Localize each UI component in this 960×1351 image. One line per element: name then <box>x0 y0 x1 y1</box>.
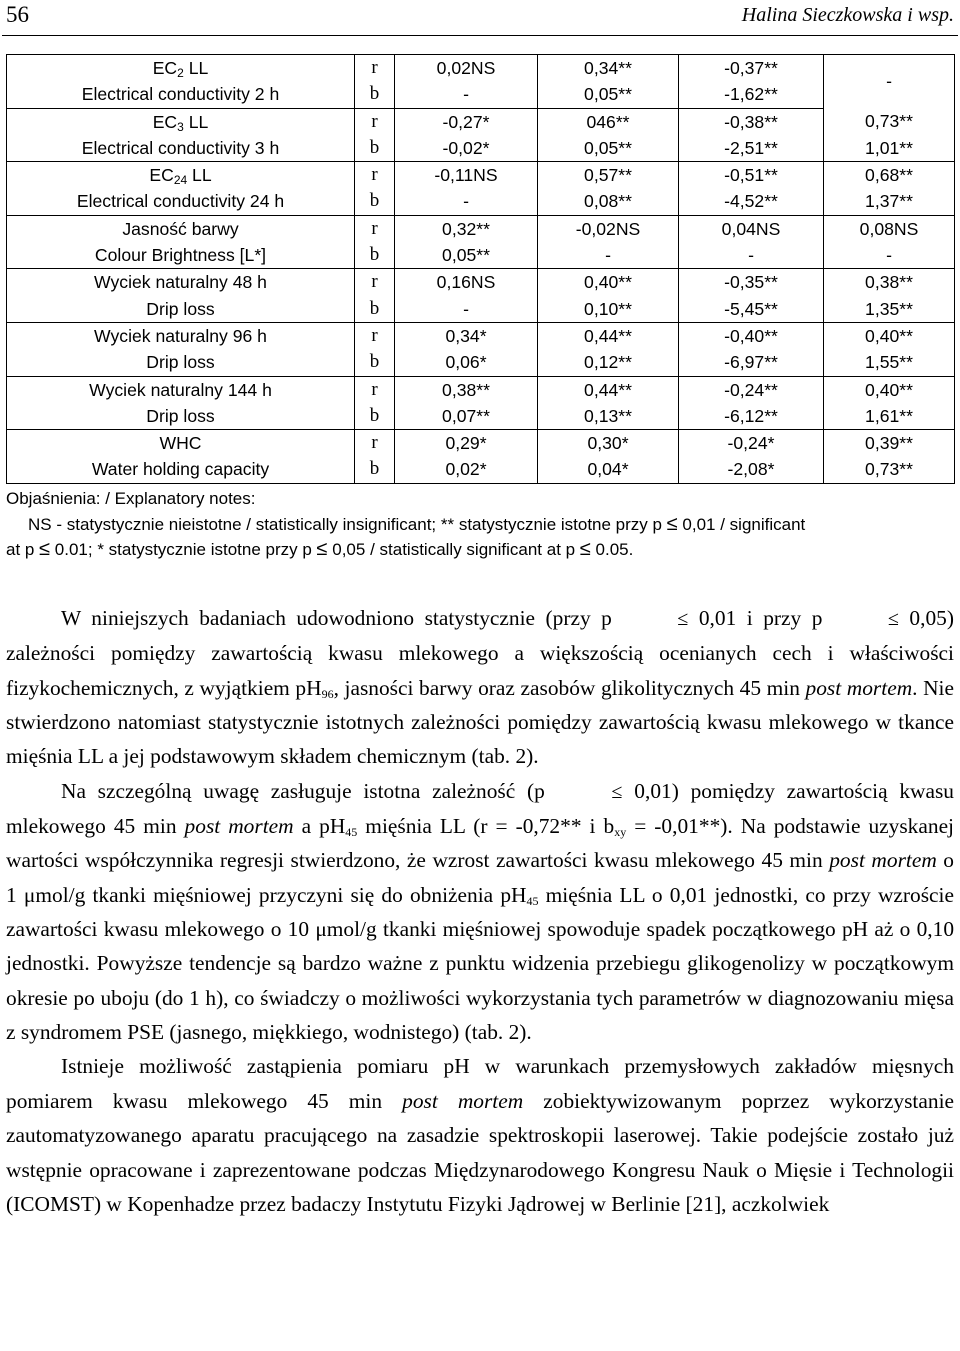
cell-value: -6,97** <box>679 349 824 376</box>
body-text <box>6 601 954 1221</box>
cell-value: 0,16NS <box>395 269 538 296</box>
cell-value: - <box>824 55 955 109</box>
cell-value: -0,24** <box>679 376 824 403</box>
cell-value: 1,37** <box>824 188 955 215</box>
cell-value: - <box>395 296 538 323</box>
stat-r: r <box>355 162 395 189</box>
cell-value: 0,30* <box>538 430 679 457</box>
row-label-en: Drip loss <box>7 296 355 323</box>
stat-b: b <box>355 296 395 323</box>
cell-value: -4,52** <box>679 188 824 215</box>
cell-value: 0,73** <box>824 108 955 135</box>
cell-value: 1,01** <box>824 135 955 162</box>
paragraph-1: W niniejszych badaniach udowodniono statystycznie (przy p ≤ 0,01 i przy p ≤ 0,05) zależności pomiędzy zawartością kwasu mlekowego a większością ocenianych cech i właściwości fizykochemicznych, z wyjątkiem $pH_{96}$, jasności barwy oraz zasobów glikolitycznych 45 min post mortem. Nie stwierdzono natomiast statystycznie istotnych zależności pomiędzy zawartością kwasu mlekowego w tkance mięśnia LL a jej podstawowym składem chemicznym (tab. 2). <box>6 601 954 774</box>
stat-r: r <box>355 215 395 242</box>
cell-value: 1,55** <box>824 349 955 376</box>
cell-value: 0,39** <box>824 430 955 457</box>
table-row-sub <box>7 242 955 269</box>
stat-r: r <box>355 322 395 349</box>
cell-value: 0,08** <box>538 188 679 215</box>
table-row <box>7 108 955 135</box>
stat-b: b <box>355 349 395 376</box>
cell-value: 046** <box>538 108 679 135</box>
le-symbol: ≤ <box>611 780 623 803</box>
le-symbol: ≤ <box>666 512 678 535</box>
table-row-sub <box>7 403 955 430</box>
row-label-pl: Wyciek naturalny 144 h <box>7 376 355 403</box>
le-symbol: ≤ <box>39 538 51 560</box>
cell-value: 0,40** <box>824 376 955 403</box>
cell-value: -0,37** <box>679 55 824 82</box>
table-row <box>7 322 955 349</box>
stat-r: r <box>355 55 395 82</box>
mu-symbol: μ <box>315 917 327 942</box>
paragraph-2: Na szczególną uwagę zasługuje istotna zależność (p ≤ 0,01) pomiędzy zawartością kwasu mlekowego 45 min post mortem a $pH_{45}$ mięśnia LL (r = -0,72** i $b_{xy} = -0,01**$). Na podstawie uzyskanej wartości współczynnika regresji stwierdzono, że wzrost zawartości kwasu mlekowego 45 min post mortem o 1 μmol/g tkanki mięśniowej przyczyni się do obniżenia $pH_{45}$ mięśnia LL o 0,01 jednostki, co przy wzroście zawartości kwasu mlekowego o 10 μmol/g tkanki mięśniowej spowoduje spadek początkowego pH aż o 0,10 jednostki. Powyższe tendencje są bardzo ważne z punktu widzenia przebiegu glikogenolizy w początkowym okresie po uboju (do 1 h), co świadczy o możliwości wykorzystania tych parametrów w diagnozowaniu mięsa z syndromem PSE (jasnego, miękkiego, wodnistego) (tab. 2). <box>6 774 954 1050</box>
table-row-sub <box>7 188 955 215</box>
row-label-en: Colour Brightness [L*] <box>7 242 355 269</box>
table-row-sub <box>7 135 955 162</box>
table-row-sub <box>7 349 955 376</box>
notes-line-1: NS - statystycznie nieistotne / statistically insignificant; ** statystycznie istotne przy p ≤ 0,01 / significant <box>6 512 954 538</box>
paragraph-3: Istnieje możliwość zastąpienia pomiaru pH w warunkach przemysłowych zakładów mięsnych pomiarem kwasu mlekowego 45 min post mortem zobiektywizowanym poprzez wykorzystanie zautomatyzowanego aparatu pracującego na zasadzie spektroskopii laserowej. Takie podejście zostało już wstępnie opracowane i zaprezentowane podczas Międzynarodowego Kongresu Nauk o Mięsie i Technologii (ICOMST) w Kopenhadze przez badaczy Instytutu Fizyki Jądrowej w Berlinie [21], aczkolwiek <box>6 1054 955 1216</box>
row-label-pl: $EC_{24}$ LL <box>7 162 355 189</box>
cell-value: -0,51** <box>679 162 824 189</box>
stat-b: b <box>355 242 395 269</box>
cell-value: 0,05** <box>538 135 679 162</box>
cell-value: -2,51** <box>679 135 824 162</box>
cell-value: -6,12** <box>679 403 824 430</box>
row-label-en: Electrical conductivity 2 h <box>7 81 355 108</box>
row-label-pl: $EC_3$ LL <box>7 108 355 135</box>
cell-value: 1,61** <box>824 403 955 430</box>
notes-line-2: at p ≤ 0.01; * statystycznie istotne przy p ≤ 0,05 / statistically significant at p ≤ 0.05. <box>6 537 954 563</box>
row-label-en: Electrical conductivity 3 h <box>7 135 355 162</box>
row-label-pl: $EC_2$ LL <box>7 55 355 82</box>
row-label-en: Drip loss <box>7 403 355 430</box>
table-row <box>7 55 955 82</box>
table-row-sub <box>7 81 955 108</box>
table-row <box>7 376 955 403</box>
cell-value: 0,40** <box>538 269 679 296</box>
table-row <box>7 215 955 242</box>
stat-b: b <box>355 403 395 430</box>
row-label-pl: WHC <box>7 430 355 457</box>
cell-value: 0,06* <box>395 349 538 376</box>
cell-value: -0,38** <box>679 108 824 135</box>
row-label-en: Drip loss <box>7 349 355 376</box>
le-symbol: ≤ <box>677 608 689 630</box>
cell-value: -1,62** <box>679 81 824 108</box>
stat-r: r <box>355 376 395 403</box>
cell-value: 1,35** <box>824 296 955 323</box>
row-label-pl: Wyciek naturalny 48 h <box>7 269 355 296</box>
notes-heading: Objaśnienia: / Explanatory notes: <box>6 489 256 508</box>
table-row-sub <box>7 296 955 323</box>
cell-value: -0,27* <box>395 108 538 135</box>
cell-value: -0,40** <box>679 322 824 349</box>
correlation-table <box>6 54 955 484</box>
mu-symbol: μ <box>23 882 36 907</box>
cell-value: 0,02NS <box>395 55 538 82</box>
header-rule <box>2 35 958 36</box>
table-row <box>7 269 955 296</box>
row-label-en: Water holding capacity <box>7 456 355 483</box>
stat-b: b <box>355 81 395 108</box>
cell-value: - <box>679 242 824 269</box>
cell-value: 0,38** <box>395 376 538 403</box>
cell-value: 0,13** <box>538 403 679 430</box>
cell-value: 0,44** <box>538 376 679 403</box>
cell-value: 0,38** <box>824 269 955 296</box>
row-label-en: Electrical conductivity 24 h <box>7 188 355 215</box>
cell-value: -0,11NS <box>395 162 538 189</box>
cell-value: 0,57** <box>538 162 679 189</box>
cell-value: -5,45** <box>679 296 824 323</box>
cell-value: -2,08* <box>679 456 824 483</box>
stat-r: r <box>355 108 395 135</box>
cell-value: 0,05** <box>538 81 679 108</box>
le-symbol: ≤ <box>887 608 899 630</box>
row-label-pl: Wyciek naturalny 96 h <box>7 322 355 349</box>
stat-b: b <box>355 456 395 483</box>
page-number: 56 <box>6 2 29 27</box>
stat-r: r <box>355 430 395 457</box>
running-head: Halina Sieczkowska i wsp. <box>741 4 954 26</box>
cell-value: 0,34* <box>395 322 538 349</box>
cell-value: - <box>824 242 955 269</box>
stat-r: r <box>355 269 395 296</box>
table-row <box>7 162 955 189</box>
table-row-sub <box>7 456 955 483</box>
cell-value: -0,35** <box>679 269 824 296</box>
cell-value: 0,68** <box>824 162 955 189</box>
cell-value: 0,04* <box>538 456 679 483</box>
table-row <box>7 430 955 457</box>
cell-value: 0,05** <box>395 242 538 269</box>
cell-value: 0,10** <box>538 296 679 323</box>
le-symbol: ≤ <box>316 538 328 560</box>
cell-value: -0,24* <box>679 430 824 457</box>
cell-value: 0,32** <box>395 215 538 242</box>
cell-value: - <box>395 188 538 215</box>
stat-b: b <box>355 188 395 215</box>
cell-value: 0,29* <box>395 430 538 457</box>
cell-value: 0,44** <box>538 322 679 349</box>
cell-value: -0,02* <box>395 135 538 162</box>
cell-value: 0,73** <box>824 456 955 483</box>
cell-value: 0,40** <box>824 322 955 349</box>
cell-value: - <box>538 242 679 269</box>
le-symbol: ≤ <box>579 538 591 560</box>
stat-b: b <box>355 135 395 162</box>
cell-value: 0,07** <box>395 403 538 430</box>
cell-value: 0,04NS <box>679 215 824 242</box>
cell-value: - <box>395 81 538 108</box>
cell-value: 0,12** <box>538 349 679 376</box>
cell-value: -0,02NS <box>538 215 679 242</box>
cell-value: 0,02* <box>395 456 538 483</box>
table-notes <box>6 486 954 563</box>
row-label-pl: Jasność barwy <box>7 215 355 242</box>
page-header <box>0 0 960 34</box>
cell-value: 0,08NS <box>824 215 955 242</box>
cell-value: 0,34** <box>538 55 679 82</box>
